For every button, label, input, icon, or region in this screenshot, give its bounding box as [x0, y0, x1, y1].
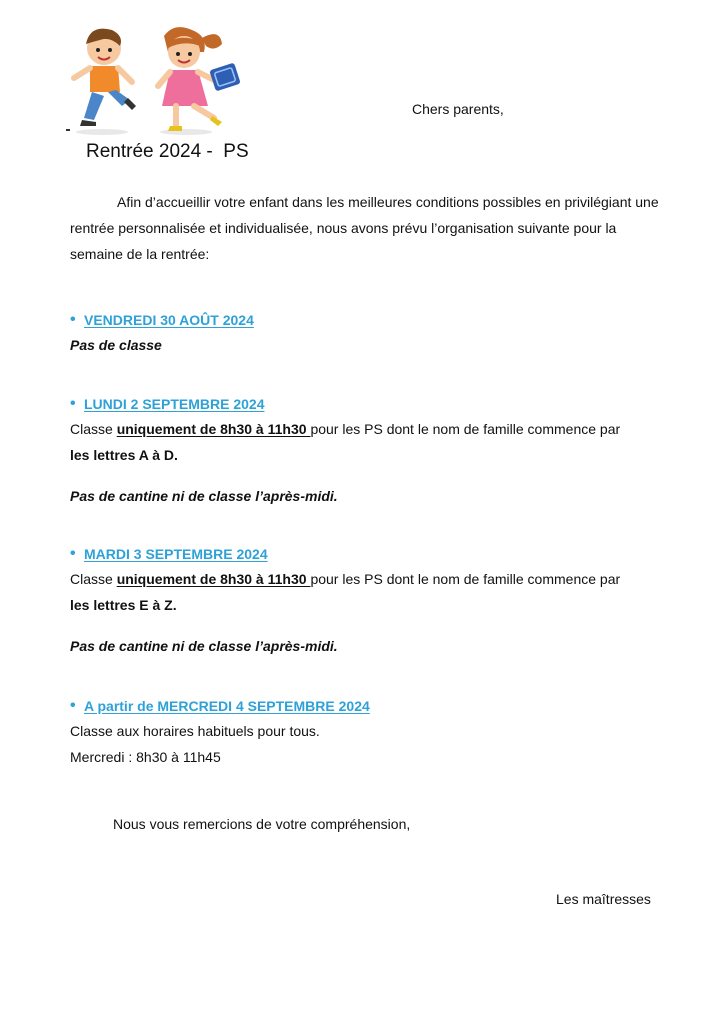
bullet-dot-icon: •	[70, 545, 76, 562]
section-heading	[70, 696, 670, 716]
schedule-line	[70, 566, 670, 592]
schedule-line	[70, 416, 670, 442]
no-canteen-note: Pas de cantine ni de classe l’après-midi.	[70, 638, 338, 654]
wednesday-hours-line: Mercredi : 8h30 à 11h45	[70, 749, 221, 765]
section-heading	[70, 310, 670, 330]
regular-hours-line: Classe aux horaires habituels pour tous.	[70, 723, 320, 739]
letters-line: les lettres E à Z.	[70, 597, 177, 613]
bullet-dot-icon: •	[70, 697, 76, 714]
bullet-dot-icon: •	[70, 311, 76, 328]
schedule-hours: uniquement de 8h30 à 11h30	[116, 421, 311, 437]
schedule-hours: uniquement de 8h30 à 11h30	[116, 571, 311, 587]
thanks-line: Nous vous remercions de votre compréhension,	[113, 816, 411, 832]
no-class-note: Pas de classe	[70, 337, 162, 353]
heading-text: A partir de MERCREDI 4 SEPTEMBRE 2024	[84, 698, 370, 714]
section-vendredi	[70, 310, 670, 358]
schedule-prefix: Classe	[70, 571, 117, 587]
bullet-dot-icon: •	[70, 395, 76, 412]
heading-text: LUNDI 2 SEPTEMBRE 2024	[84, 396, 265, 412]
signature: Les maîtresses	[556, 891, 651, 907]
schedule-suffix: pour les PS dont le nom de famille commence par	[310, 571, 621, 587]
children-running-illustration	[64, 22, 244, 137]
schedule-prefix: Classe	[70, 421, 117, 437]
page-title: Rentrée 2024 - PS	[86, 141, 249, 162]
section-lundi	[70, 394, 670, 509]
schedule-suffix: pour les PS dont le nom de famille commence par	[310, 421, 621, 437]
intro-paragraph: Afin d’accueillir votre enfant dans les meilleures conditions possibles en privilégiant une rentrée personnalisée et individualisée, nous avons prévu l’organisation suivante pour la semaine de la rentrée:	[70, 194, 659, 262]
no-canteen-note: Pas de cantine ni de classe l’après-midi.	[70, 488, 338, 504]
section-mercredi	[70, 696, 670, 770]
section-mardi	[70, 544, 670, 659]
letters-line: les lettres A à D.	[70, 447, 178, 463]
section-heading	[70, 394, 670, 414]
greeting: Chers parents,	[412, 101, 504, 117]
heading-text: MARDI 3 SEPTEMBRE 2024	[84, 546, 268, 562]
heading-text: VENDREDI 30 AOÛT 2024	[84, 312, 254, 328]
section-heading	[70, 544, 670, 564]
